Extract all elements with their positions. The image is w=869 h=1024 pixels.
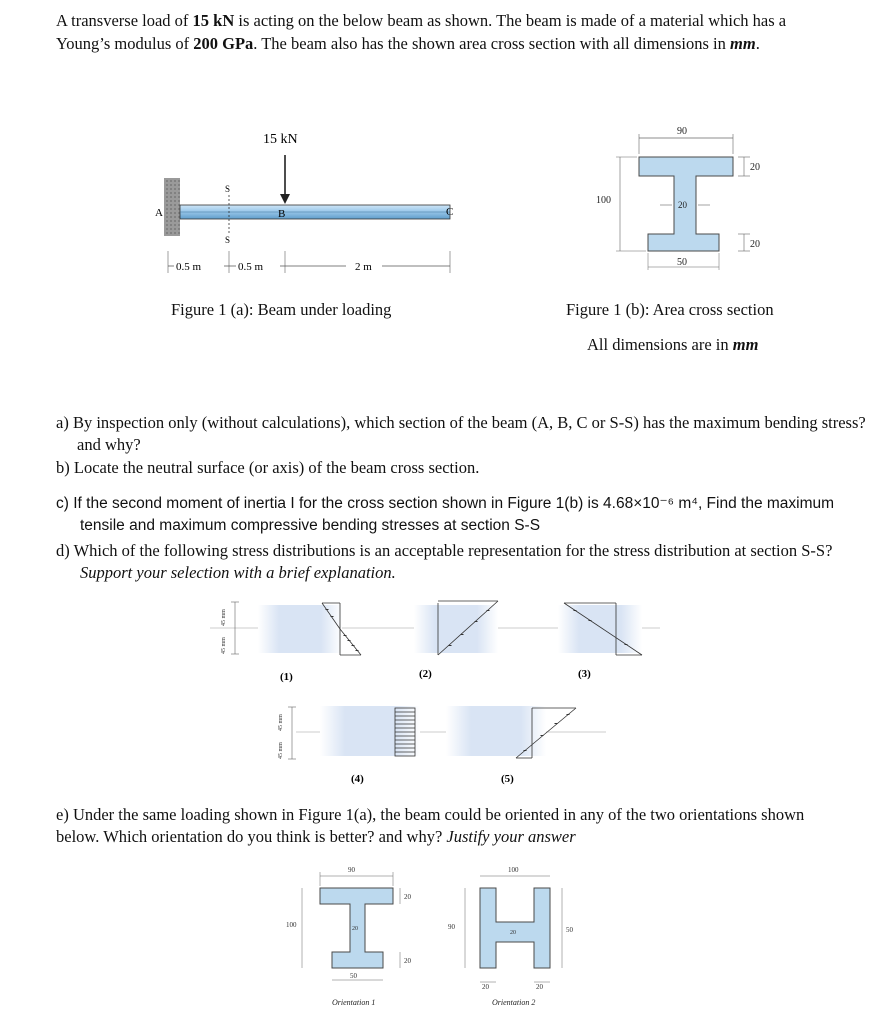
question-a-text: a) By inspection only (without calculations), which section of the beam (A, B, C or S-S) has the maximum bending stress? and why?: [56, 413, 866, 454]
o1-dim-top: 90: [348, 866, 355, 874]
cs-dim-bottom: 50: [677, 257, 687, 268]
question-d: [56, 540, 869, 584]
dim-05m-2: 0.5 m: [238, 261, 264, 273]
intro-modulus: 200 GPa: [193, 34, 254, 53]
point-b-label: B: [278, 208, 286, 220]
fig1a-caption: Figure 1 (a): Beam under loading: [171, 300, 392, 319]
stress-label-3: (3): [578, 668, 591, 680]
o1-dim-flange-bottom: 20: [404, 957, 411, 965]
o1-dim-height: 100: [286, 921, 297, 929]
fig1b-note: [587, 335, 758, 355]
stress-label-5: (5): [501, 773, 514, 785]
o2-dim-width: 100: [508, 866, 519, 874]
question-a: [56, 412, 867, 456]
stress-dim-row2: [270, 703, 300, 763]
o1-dim-web: 20: [352, 926, 358, 932]
o2-dim-right-flange: 20: [536, 983, 543, 991]
question-e-text: e) Under the same loading shown in Figure 1(a), the beam could be oriented in any of the two orientations shown below. Which orientation do you think is better? and why?: [56, 805, 805, 846]
stress-label-4: (4): [351, 773, 364, 785]
stress-block-1: [258, 605, 342, 653]
stress-distributions-row1: [200, 595, 670, 695]
o1-label: Orientation 1: [332, 998, 376, 1007]
cross-section-figure: [590, 120, 790, 280]
cs-dim-web: 20: [678, 200, 687, 210]
intro-text-1: A transverse load of: [56, 11, 193, 30]
o2-dim-left-flange: 20: [482, 983, 489, 991]
question-c-text: c) If the second moment of inertia I for the cross section shown in Figure 1(b) is 4.68×10⁻⁶ m⁴, Find the maximum tensile and maximum compressive bending stresses at section S-S: [56, 495, 835, 534]
intro-text-3: . The beam also has the shown area cross section with all dimensions in: [253, 34, 731, 53]
o2-dim-height: 90: [448, 923, 455, 931]
cs-dim-flange-bottom: 20: [750, 239, 760, 250]
stress-distributions-row2: [270, 700, 610, 790]
o1-dim-flange-top: 20: [404, 893, 411, 901]
stress-block-5: [446, 706, 546, 756]
question-e-italic: Justify your answer: [446, 827, 576, 846]
question-d-text: d) Which of the following stress distributions is an acceptable representation for the stress distribution at section S-S?: [56, 541, 833, 560]
intro-text-2: is acting on the below beam as shown. The beam is made of a material which has a Young’s modulus of: [56, 11, 787, 53]
beam-figure: [150, 120, 470, 280]
intro-text-4: .: [755, 34, 760, 53]
o1-dim-bottom: 50: [350, 972, 357, 980]
fig1b-note-text: All dimensions are in: [587, 335, 733, 354]
stress-dim-bottom-2: 45 mm: [278, 742, 284, 759]
stress-dim-top-1: 45 mm: [221, 609, 227, 626]
o2-dim-web: 20: [510, 930, 516, 936]
cs-dim-top: 90: [677, 126, 687, 137]
intro-paragraph: [56, 9, 826, 55]
orientations-figure: [280, 860, 600, 1015]
dim-05m-1: 0.5 m: [176, 261, 202, 273]
stress-dim-bottom-1: 45 mm: [221, 637, 227, 654]
load-arrow-head: [280, 194, 290, 204]
question-b: b) Locate the neutral surface (or axis) of the beam cross section.: [56, 458, 480, 477]
fig1b-note-unit: mm: [732, 335, 759, 354]
stress-dim-top-2: 45 mm: [278, 714, 284, 731]
cs-dim-flange-top: 20: [750, 162, 760, 173]
intro-load: 15 kN: [192, 11, 235, 30]
o2-label: Orientation 2: [492, 998, 536, 1007]
question-c: [56, 493, 850, 537]
load-label: 15 kN: [263, 132, 298, 147]
point-a-label: A: [155, 207, 163, 219]
cs-dim-height: 100: [596, 195, 611, 206]
point-c-label: C: [446, 206, 454, 218]
stress-label-1: (1): [280, 671, 293, 683]
stress-block-3: [558, 605, 642, 653]
section-s-bottom: S: [225, 235, 231, 245]
dim-2m: 2 m: [355, 261, 372, 273]
stress-block-4: [320, 706, 420, 756]
question-d-italic: Support your selection with a brief explanation.: [80, 563, 396, 582]
section-s-top: S: [225, 184, 231, 194]
orientation-1: [286, 866, 412, 1007]
orientation-2: [448, 866, 574, 1007]
intro-unit: mm: [730, 34, 756, 53]
o2-dim-right: 50: [566, 926, 573, 934]
fig1b-caption: Figure 1 (b): Area cross section: [566, 300, 774, 319]
wall-support: [164, 178, 180, 236]
stress-dim-row1: [213, 598, 243, 658]
stress-label-2: (2): [419, 668, 432, 680]
question-e: [56, 804, 846, 848]
